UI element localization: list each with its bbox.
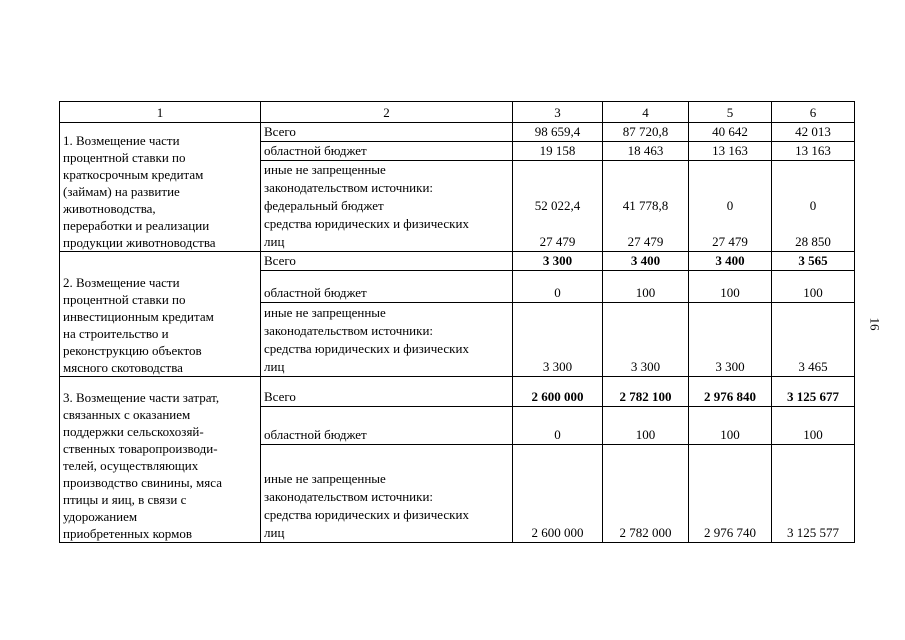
row-label: иные не запрещенные законодательством источники: федеральный бюджет средства юридических и физических лиц bbox=[261, 161, 513, 252]
table-row bbox=[60, 377, 855, 407]
value-cell: 3 125 577 bbox=[772, 445, 855, 543]
value-cell: 100 bbox=[772, 407, 855, 445]
header-cell: 4 bbox=[603, 102, 689, 123]
value-cell: 3 300 bbox=[513, 252, 603, 271]
value-cell: 3 400 bbox=[603, 252, 689, 271]
row-label: областной бюджет bbox=[261, 407, 513, 445]
value-cell: 0 bbox=[513, 407, 603, 445]
section-title: 3. Возмещение части затрат, связанных с оказанием поддержки сельскохозяй- ственных товаропроизводи- телей, осуществляющих производство свинины, мяса птицы и яиц, в связи с удорожанием приобретенных кормов bbox=[60, 377, 261, 543]
row-label: областной бюджет bbox=[261, 142, 513, 161]
header-cell: 1 bbox=[60, 102, 261, 123]
value-cell: 0 28 850 bbox=[772, 161, 855, 252]
value-cell: 3 300 bbox=[603, 303, 689, 377]
value-cell: 100 bbox=[603, 271, 689, 303]
value-cell: 100 bbox=[772, 271, 855, 303]
value-cell: 2 782 000 bbox=[603, 445, 689, 543]
value-cell: 2 976 740 bbox=[689, 445, 772, 543]
header-cell: 2 bbox=[261, 102, 513, 123]
section-title: 1. Возмещение части процентной ставки по краткосрочным кредитам (займам) на развитие животноводства, переработки и реализации продукции животноводства bbox=[60, 123, 261, 252]
table-row bbox=[60, 123, 855, 142]
value-cell: 3 465 bbox=[772, 303, 855, 377]
budget-table bbox=[59, 101, 855, 543]
row-label: областной бюджет bbox=[261, 271, 513, 303]
value-cell: 2 600 000 bbox=[513, 445, 603, 543]
value-cell: 100 bbox=[689, 271, 772, 303]
value-cell: 41 778,8 27 479 bbox=[603, 161, 689, 252]
page-number: 16 bbox=[867, 317, 883, 331]
value-cell: 100 bbox=[603, 407, 689, 445]
value-cell: 2 600 000 bbox=[513, 377, 603, 407]
value-cell: 52 022,4 27 479 bbox=[513, 161, 603, 252]
row-label: иные не запрещенные законодательством источники: средства юридических и физических лиц bbox=[261, 303, 513, 377]
value-cell: 0 27 479 bbox=[689, 161, 772, 252]
value-cell: 42 013 bbox=[772, 123, 855, 142]
value-cell: 100 bbox=[689, 407, 772, 445]
value-cell: 98 659,4 bbox=[513, 123, 603, 142]
value-cell: 2 976 840 bbox=[689, 377, 772, 407]
value-cell: 3 125 677 bbox=[772, 377, 855, 407]
value-cell: 3 300 bbox=[513, 303, 603, 377]
value-cell: 19 158 bbox=[513, 142, 603, 161]
value-cell: 13 163 bbox=[689, 142, 772, 161]
value-cell: 13 163 bbox=[772, 142, 855, 161]
value-cell: 3 300 bbox=[689, 303, 772, 377]
header-cell: 3 bbox=[513, 102, 603, 123]
value-cell: 40 642 bbox=[689, 123, 772, 142]
value-cell: 3 400 bbox=[689, 252, 772, 271]
row-label: Всего bbox=[261, 252, 513, 271]
header-cell: 6 bbox=[772, 102, 855, 123]
table-row bbox=[60, 252, 855, 271]
header-cell: 5 bbox=[689, 102, 772, 123]
value-cell: 0 bbox=[513, 271, 603, 303]
value-cell: 3 565 bbox=[772, 252, 855, 271]
row-label: иные не запрещенные законодательством источники: средства юридических и физических лиц bbox=[261, 445, 513, 543]
value-cell: 18 463 bbox=[603, 142, 689, 161]
section-title: 2. Возмещение части процентной ставки по инвестиционным кредитам на строительство и реконструкцию объектов мясного скотоводства bbox=[60, 252, 261, 377]
header-row bbox=[60, 102, 855, 123]
row-label: Всего bbox=[261, 123, 513, 142]
value-cell: 87 720,8 bbox=[603, 123, 689, 142]
row-label: Всего bbox=[261, 377, 513, 407]
value-cell: 2 782 100 bbox=[603, 377, 689, 407]
